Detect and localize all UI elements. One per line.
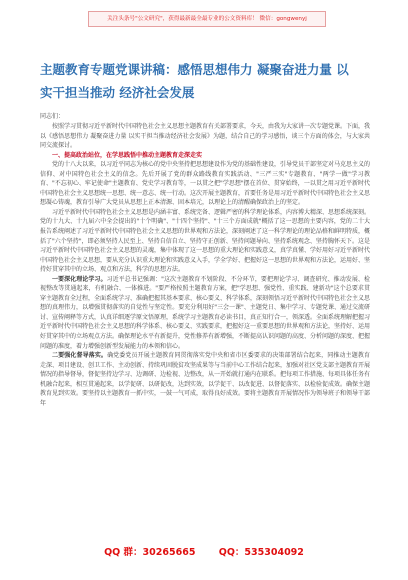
paragraph-5-text: 确党委党员开展主题教育同贯彻落实党中央和省市区委要求的决策部署结合起来，同推动主题教育走深、项目建设、创卫工作、主动创新、持续巩固脱贫攻坚成果等与当前中心工作结合起来，加强对社区党支部主题教育开展情况的指导督导，督促坚持边学习、边调研、边检视、边整改，从一开始就打通内在联系。把每项工作措施、每项具体任务有机融合起来，相互贯通起来，以学促研、以研促改，达到实效，以学促干、以改促进、以督促落实、以检验促成效。确保主题教育见到实效。要坚持以主题教育一抓中实，一鼓一气可成，取得良好成效。要将主题教育开展情况作为领导班子和领导干部年 <box>40 352 371 407</box>
document-body <box>40 122 370 408</box>
footer-qq-group: QQ 群：30265665 <box>104 547 196 558</box>
paragraph-4 <box>40 275 370 351</box>
paragraph-5 <box>40 351 370 408</box>
section-heading-1: 一、提高政治站位，在学思践悟中推动主题教育走深走实 <box>52 151 203 159</box>
page-title: 主题教育专题党课讲稿：感悟思想伟力 凝聚奋进力量 以实干担当推动 经济社会发展 <box>40 62 349 100</box>
paragraph-4-lead: 一要深化理论学习。 <box>52 275 107 283</box>
footer-contact <box>0 546 408 560</box>
top-banner: 关注头条号"公文研究"，获得最新最全最专业的公文资料库！ 微信：gongwenyj <box>88 11 326 27</box>
paragraph-4-text: 习近平总书记强调："这次主题教育不划阶段、不分环节，要把理论学习、调查研究、推动发展、检视整改等贯通起来，有机融合、一体推进。"要严格按照主题教育方案，把"学思想、强党性、重实践、建新功"这个总要求贯穿主题教育全过程，全面系统学习、准确把握其基本要求、核心要义、科学体系，深刻领悟习近平新时代中国特色社会主义思想的真理伟力，以增强贯彻落实的自觉性与坚定性。要充分利用好"三会一课"、主题党日、集中学习、专题党课、通过交流研讨、宣传阐释等方式，认真详细逐学原文悟原理，系统学习主题教育必读书目，真正知行合一，领深透。全面系统理解把握习近平新时代中国特色社会主义思想的科学体系、核心要义、实践要求，把握好这一重要思想的世界观和方法论，坚持好、运用好贯穿其中的立场观点方法。确保理论水平有新提升，党性修养有新增强，不断提高认识问题的高度、分析问题的深度、把握问题的准度，着力增强创新型发展能力的本领和信心。 <box>40 275 371 350</box>
paragraph-2: 党的十八大以来，以习近平同志为核心的党中央坚持把思想建设作为党的基础性建设，引导党员干部坚定对马克思主义的信仰、对中国特色社会主义的信念。先后开展了党的群众路线教育实践活动、"三严三实"专题教育、"两学一做"学习教育、"不忘初心、牢记使命"主题教育、党史学习教育等，一以贯之把"学思想"摆在首位、贯穿始终，一以贯之用习近平新时代中国特色社会主义思想统一思想、统一意志、统一行动。这次开展主题教育，首要任务是用习近平新时代中国特色社会主义思想凝心铸魂，教育引导广大党员从思想上正本清源、固本培元，以理论上的清醒确保政治上的坚定。 <box>40 161 371 207</box>
footer-qq: QQ：535304092 <box>218 547 304 558</box>
paragraph-intro: 按照学习贯彻习近平新时代中国特色社会主义思想主题教育有关部署要求，今天，由我为大家讲一次专题党课。下面，我以《感悟思想伟力 凝聚奋进力量 以实干担当推动经济社会发展》为题，结合自己的学习感悟，谈三个方面的体会，与大家共同交流探讨。 <box>40 123 371 150</box>
paragraph-3: 习近平新时代中国特色社会主义思想是内涵丰富、系统完备、逻辑严密的科学理论体系，内容博大精深、思想系统深刻。党的十九大、十九届六中全会提出的"十个明确"、"十四个坚持"、"十三个方面成就"概括了这一思想的主要内容，党的二十大报告系统阐述了习近平新时代中国特色社会主义思想的世界观和方法论，深刻阐述了这一科学理论的理论品格和鲜明特质，概括了"六个坚持"，即必须坚持人民至上、坚持自信自立、坚持守正创新、坚持问题导向、坚持系统观念、坚持胸怀天下。这是习近平新时代中国特色社会主义思想的灵魂，集中体现了这一思想的重大理论和实践意义，真学真懂、学好用好习近平新时代中国特色社会主义思想，要从充分认识重大理论和实践意义入手，学全学好、把握好这一思想的世界观和方法论，运用好、坚持好贯穿其中的立场、观点和方法，科学的思想方法。 <box>40 208 371 274</box>
paragraph-5-lead: 二要强化督导落实。 <box>52 352 108 360</box>
greeting: 同志们： <box>40 113 65 120</box>
